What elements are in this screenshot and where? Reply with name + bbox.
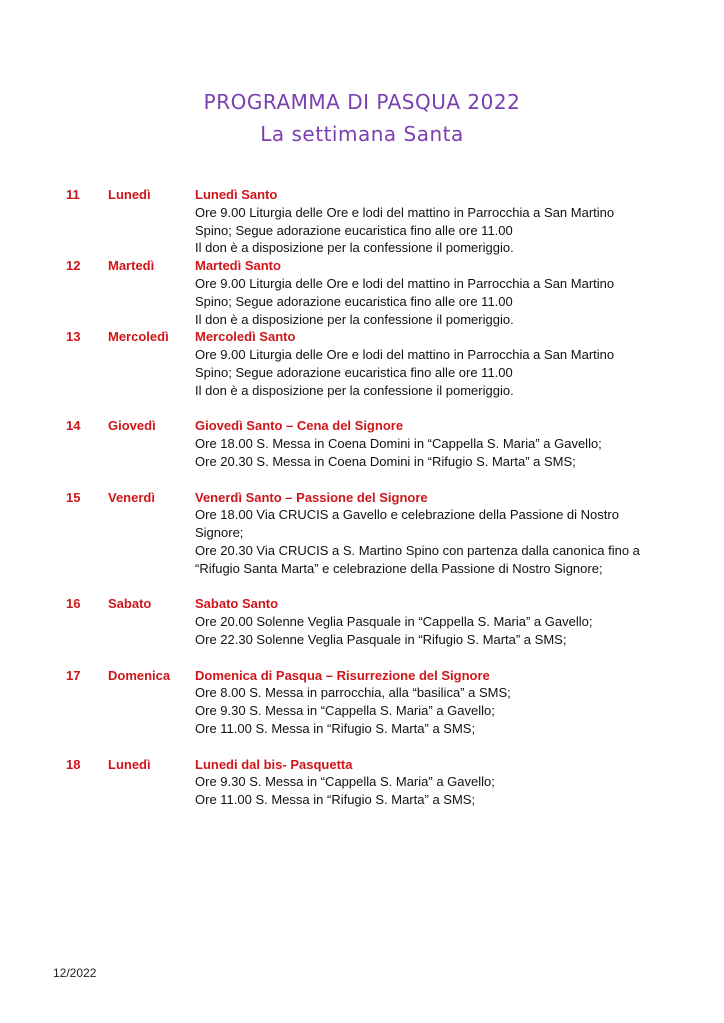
entry-heading: Lunedì Santo [195, 187, 278, 202]
entry-line: Ore 8.00 S. Messa in parrocchia, alla “basilica” a SMS; [195, 685, 511, 701]
schedule-entry [66, 186, 686, 257]
entry-content [195, 328, 686, 399]
spacer [66, 400, 686, 418]
entry-line: Ore 9.00 Liturgia delle Ore e lodi del mattino in Parrocchia a San Martino [195, 275, 615, 291]
entry-content [195, 186, 686, 257]
schedule-entry [66, 756, 686, 809]
entry-content [195, 417, 686, 470]
spacer [66, 649, 686, 667]
entry-heading: Venerdì Santo – Passione del Signore [195, 489, 428, 505]
schedule-entry [66, 417, 686, 470]
entry-line: Il don è a disposizione per la confessione il pomeriggio. [195, 240, 514, 256]
entry-weekday: Sabato [108, 596, 152, 612]
entry-content [195, 595, 686, 648]
entry-line: Spino; Segue adorazione eucaristica fino alle ore 11.00 [195, 364, 513, 380]
schedule [66, 186, 686, 809]
entry-weekday: Lunedì [108, 187, 151, 202]
entry-content [195, 667, 686, 738]
entry-weekday: Venerdì [108, 489, 155, 505]
entry-heading: Domenica di Pasqua – Risurrezione del Signore [195, 667, 490, 683]
entry-weekday: Mercoledì [108, 329, 169, 345]
entry-line: Ore 11.00 S. Messa in “Rifugio S. Marta” a SMS; [195, 792, 476, 808]
schedule-entry [66, 595, 686, 648]
spacer [66, 471, 686, 489]
entry-date-number: 13 [66, 329, 81, 345]
page-subtitle: La settimana Santa [260, 122, 464, 146]
footer-date: 12/2022 [53, 966, 97, 980]
entry-line: Signore; [195, 525, 244, 541]
entry-date-number: 12 [66, 258, 81, 274]
entry-date-number: 14 [66, 418, 81, 434]
entry-line: Il don è a disposizione per la confessione il pomeriggio. [195, 311, 514, 327]
entry-line: Spino; Segue adorazione eucaristica fino alle ore 11.00 [195, 222, 513, 238]
entry-line: Ore 11.00 S. Messa in “Rifugio S. Marta” a SMS; [195, 720, 476, 736]
entry-line: Ore 22.30 Solenne Veglia Pasquale in “Rifugio S. Marta” a SMS; [195, 631, 567, 647]
entry-heading: Sabato Santo [195, 596, 279, 612]
entry-line: Il don è a disposizione per la confessione il pomeriggio. [195, 382, 514, 398]
schedule-entry [66, 257, 686, 328]
entry-content [195, 756, 686, 809]
entry-weekday: Martedì [108, 258, 155, 274]
entry-line: “Rifugio Santa Marta” e celebrazione della Passione di Nostro Signore; [195, 560, 603, 576]
spacer [66, 578, 686, 596]
entry-weekday: Lunedì [108, 756, 151, 772]
entry-weekday: Giovedì [108, 418, 156, 434]
entry-line: Ore 18.00 S. Messa in Coena Domini in “Cappella S. Maria” a Gavello; [195, 436, 602, 452]
entry-line: Ore 18.00 Via CRUCIS a Gavello e celebrazione della Passione di Nostro [195, 507, 619, 523]
entry-line: Ore 20.00 Solenne Veglia Pasquale in “Cappella S. Maria” a Gavello; [195, 614, 593, 630]
schedule-entry [66, 489, 686, 578]
entry-line: Ore 20.30 S. Messa in Coena Domini in “Rifugio S. Marta” a SMS; [195, 453, 576, 469]
page-title: PROGRAMMA DI PASQUA 2022 [203, 90, 521, 114]
entry-heading: Mercoledì Santo [195, 329, 296, 345]
entry-line: Ore 9.30 S. Messa in “Cappella S. Maria” a Gavello; [195, 703, 495, 719]
entry-line: Ore 9.00 Liturgia delle Ore e lodi del mattino in Parrocchia a San Martino [195, 347, 615, 363]
entry-content [195, 489, 686, 578]
spacer [66, 738, 686, 756]
entry-date-number: 15 [66, 489, 81, 505]
schedule-entry [66, 667, 686, 738]
entry-heading: Lunedi dal bis- Pasquetta [195, 756, 353, 772]
entry-content [195, 257, 686, 328]
entry-date-number: 17 [66, 667, 81, 683]
entry-date-number: 11 [66, 187, 80, 202]
entry-line: Spino; Segue adorazione eucaristica fino alle ore 11.00 [195, 293, 513, 309]
entry-weekday: Domenica [108, 667, 171, 683]
entry-date-number: 18 [66, 756, 81, 772]
entry-line: Ore 20.30 Via CRUCIS a S. Martino Spino con partenza dalla canonica fino a [195, 542, 640, 558]
entry-line: Ore 9.00 Liturgia delle Ore e lodi del mattino in Parrocchia a San Martino [195, 204, 615, 220]
schedule-entry [66, 328, 686, 399]
entry-date-number: 16 [66, 596, 81, 612]
entry-heading: Martedì Santo [195, 258, 281, 274]
entry-heading: Giovedì Santo – Cena del Signore [195, 418, 404, 434]
entry-line: Ore 9.30 S. Messa in “Cappella S. Maria” a Gavello; [195, 774, 495, 790]
